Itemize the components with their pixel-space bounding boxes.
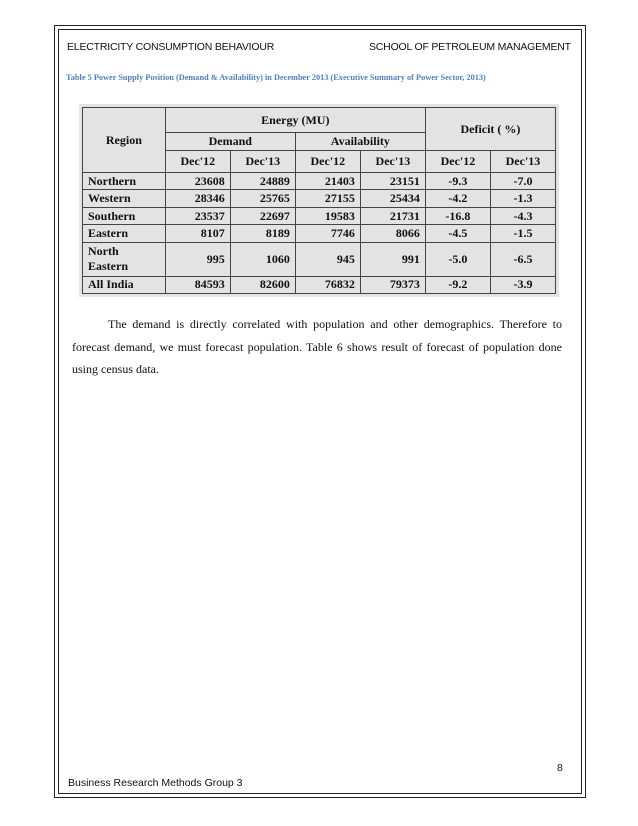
- deficit-dec12-cell: -4.5: [425, 225, 490, 242]
- region-cell: Southern: [83, 207, 166, 224]
- demand-dec13-cell: 24889: [230, 173, 295, 190]
- deficit-dec12-cell: -16.8: [425, 207, 490, 224]
- demand-dec13-cell: 25765: [230, 190, 295, 207]
- deficit-dec13-cell: -1.3: [490, 190, 555, 207]
- header-school: SCHOOL OF PETROLEUM MANAGEMENT: [369, 41, 571, 53]
- demand-dec12-cell: 28346: [165, 190, 230, 207]
- deficit-dec12-cell: -4.2: [425, 190, 490, 207]
- deficit-dec12-cell: -5.0: [425, 242, 490, 276]
- table-caption: Table 5 Power Supply Position (Demand & Availability) in December 2013 (Executive Summary of Power Sector, 2013): [66, 73, 486, 82]
- power-supply-table: [79, 104, 559, 297]
- table-row: [83, 207, 556, 224]
- availability-dec12-cell: 27155: [295, 190, 360, 207]
- sub-header: Dec'12: [425, 151, 490, 173]
- demand-dec12-cell: 8107: [165, 225, 230, 242]
- availability-dec12-cell: 945: [295, 242, 360, 276]
- deficit-dec12-cell: -9.2: [425, 276, 490, 293]
- sub-header: Dec'13: [490, 151, 555, 173]
- paragraph-text: The demand is directly correlated with population and other demographics. Therefore to forecast demand, we must forecast population. Table 6 shows result of forecast of population done using census data.: [72, 317, 562, 376]
- availability-dec13-cell: 991: [360, 242, 425, 276]
- demand-dec12-cell: 23537: [165, 207, 230, 224]
- region-cell: Western: [83, 190, 166, 207]
- availability-dec12-cell: 21403: [295, 173, 360, 190]
- header-title: ELECTRICITY CONSUMPTION BEHAVIOUR: [67, 41, 275, 53]
- region-cell: Northern: [83, 173, 166, 190]
- deficit-dec13-cell: -7.0: [490, 173, 555, 190]
- demand-header: Demand: [165, 133, 295, 151]
- demand-dec12-cell: 23608: [165, 173, 230, 190]
- deficit-dec13-cell: -6.5: [490, 242, 555, 276]
- energy-header: Energy (MU): [165, 108, 425, 133]
- demand-dec13-cell: 8189: [230, 225, 295, 242]
- region-cell: Eastern: [83, 225, 166, 242]
- deficit-dec13-cell: -3.9: [490, 276, 555, 293]
- demand-dec13-cell: 1060: [230, 242, 295, 276]
- demand-dec12-cell: 995: [165, 242, 230, 276]
- table-row: [83, 173, 556, 190]
- table-row: [83, 225, 556, 242]
- deficit-dec12-cell: -9.3: [425, 173, 490, 190]
- region-cell: All India: [83, 276, 166, 293]
- availability-header: Availability: [295, 133, 425, 151]
- availability-dec12-cell: 19583: [295, 207, 360, 224]
- sub-header: Dec'12: [295, 151, 360, 173]
- demand-dec13-cell: 22697: [230, 207, 295, 224]
- availability-dec12-cell: 7746: [295, 225, 360, 242]
- body-paragraph: [72, 313, 562, 381]
- table-row: [83, 242, 556, 276]
- sub-header: Dec'13: [360, 151, 425, 173]
- sub-header: Dec'12: [165, 151, 230, 173]
- footer-text: Business Research Methods Group 3: [68, 777, 243, 789]
- demand-dec13-cell: 82600: [230, 276, 295, 293]
- availability-dec12-cell: 76832: [295, 276, 360, 293]
- demand-dec12-cell: 84593: [165, 276, 230, 293]
- sub-header: Dec'13: [230, 151, 295, 173]
- table-row: [83, 276, 556, 293]
- availability-dec13-cell: 8066: [360, 225, 425, 242]
- deficit-header: Deficit ( %): [425, 108, 555, 151]
- availability-dec13-cell: 23151: [360, 173, 425, 190]
- deficit-dec13-cell: -1.5: [490, 225, 555, 242]
- availability-dec13-cell: 21731: [360, 207, 425, 224]
- region-cell: North Eastern: [83, 242, 166, 276]
- region-header: Region: [83, 108, 166, 173]
- table-row: [83, 190, 556, 207]
- page-number: 8: [557, 762, 563, 774]
- deficit-dec13-cell: -4.3: [490, 207, 555, 224]
- availability-dec13-cell: 79373: [360, 276, 425, 293]
- availability-dec13-cell: 25434: [360, 190, 425, 207]
